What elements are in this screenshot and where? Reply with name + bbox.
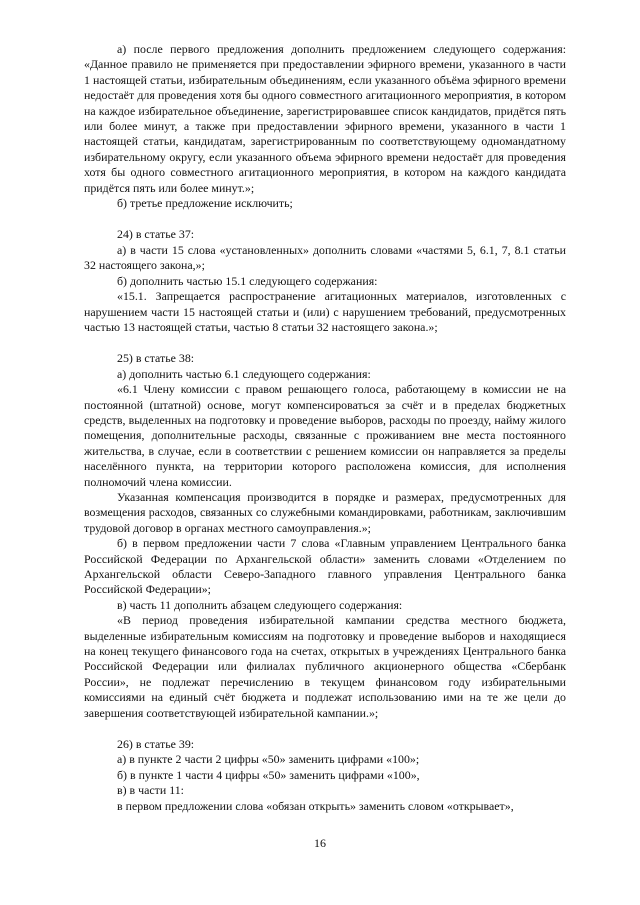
- paragraph: в) часть 11 дополнить абзацем следующего содержания:: [117, 597, 403, 612]
- spacer: [84, 721, 566, 737]
- paragraph: б) третье предложение исключить;: [117, 196, 293, 211]
- section-heading: 24) в статье 37:: [117, 227, 195, 242]
- paragraph: «15.1. Запрещается распространение агитационных материалов, изготовленных с нарушением части 15 настоящей статьи и (или) с нарушением требований, предусмотренных частью 13 настоящей статьи, частью 8 статьи 32 настоящего закона.»;: [84, 289, 566, 334]
- page-number: 16: [314, 836, 326, 850]
- paragraph: в) в части 11:: [117, 783, 184, 798]
- spacer: [84, 335, 566, 351]
- paragraph: «6.1 Члену комиссии с правом решающего голоса, работающему в комиссии не на постоянной (штатной) основе, могут компенсироваться за счёт и в пределах бюджетных средств, выделенных на подготовку и проведение выборов, расходы по проезду, найму жилого помещения, дополнительные расходы, связанные с проживанием вне места постоянного жительства, в случае, если в соответствии с решением комиссии он направляется за пределы населённого пункта, на территории которого расположена комиссия, для исполнения полномочий члена комиссии.: [84, 382, 566, 489]
- paragraph: в первом предложении слова «обязан открыть» заменить словом «открывает»,: [117, 798, 514, 813]
- spacer: [84, 211, 566, 227]
- paragraph: «В период проведения избирательной кампании средства местного бюджета, выделенные избирательным комиссиям на подготовку и проведение выборов и находящиеся на конец текущего финансового года на счетах, открытых в учреждениях Центрального банка Российской Федерации или филиалах публичного акционерного общества «Сбербанк России», не подлежат перечислению в текущем финансовом году избирательными комиссиями на единый счёт бюджета и подлежат использованию ими на те же цели до завершения соответствующей избирательной кампании.»;: [84, 613, 566, 720]
- section-heading: 25) в статье 38:: [117, 351, 195, 366]
- paragraph: а) в части 15 слова «установленных» дополнить словами «частями 5, 6.1, 7, 8.1 статьи 32 настоящего закона,»;: [84, 242, 566, 273]
- paragraph: б) дополнить частью 15.1 следующего содержания:: [117, 273, 378, 288]
- paragraph: а) после первого предложения дополнить предложением следующего содержания: «Данное правило не применяется при предоставлении эфирного времени, указанного в части 1 настоящей статьи, избирательным объединениям, если указанного объёма эфирного времени недостаёт для проведения хотя бы одного совместного агитационного мероприятия, в котором на каждое избирательное объединение, зарегистрировавшее список кандидатов, придётся пять или более минут, а также при предоставлении эфирного времени, указанного в части 1 настоящей статьи, кандидатам, зарегистрированным по соответствующему одномандатному избирательному округу, если указанного объема эфирного времени недостаёт для проведения хотя бы одного совместного агитационного мероприятия, в котором на каждого кандидата придётся пять или более минут.»;: [84, 42, 566, 195]
- document-body: [84, 42, 566, 814]
- paragraph: а) в пункте 2 части 2 цифры «50» заменить цифрами «100»;: [117, 752, 420, 767]
- paragraph: б) в первом предложении части 7 слова «Главным управлением Центрального банка Российской Федерации по Архангельской области» заменить словами «Отделением по Архангельской области Северо-Западного главного управления Центрального банка Российской Федерации»;: [84, 536, 566, 597]
- section-heading: 26) в статье 39:: [117, 737, 195, 752]
- paragraph: Указанная компенсация производится в порядке и размерах, предусмотренных для возмещения расходов, связанных со служебными командировками, работникам, заключившим трудовой договор в органах местного самоуправления.»;: [84, 489, 566, 535]
- paragraph: б) в пункте 1 части 4 цифры «50» заменить цифрами «100»,: [117, 767, 420, 782]
- paragraph: а) дополнить частью 6.1 следующего содержания:: [117, 366, 371, 381]
